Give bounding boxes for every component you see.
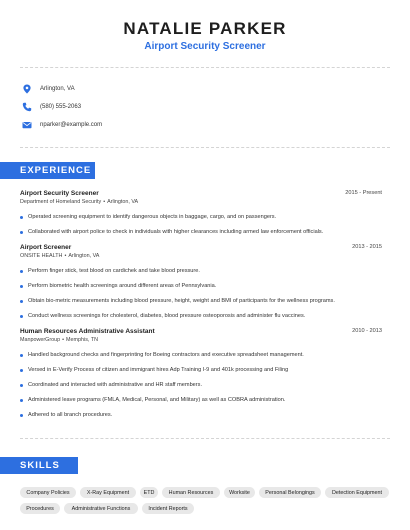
divider — [20, 67, 390, 68]
skill-chip: ETD — [140, 487, 158, 498]
job-employer-line: Department of Homeland Security • Arlington, VA — [20, 199, 139, 205]
contact-email — [22, 119, 102, 131]
divider — [20, 438, 390, 439]
list-item: Adhered to all branch procedures. — [20, 412, 112, 418]
phone-text: (580) 555-2063 — [40, 104, 82, 110]
list-item: Operated screening equipment to identify dangerous objects in baggage, cargo, and on passengers. — [20, 214, 276, 220]
candidate-name: NATALIE PARKER — [123, 19, 287, 38]
job-location: Arlington, VA — [68, 253, 100, 259]
list-item: Perform biometric health screenings around different areas of Pennsylvania. — [20, 283, 216, 289]
employer: Department of Homeland Security — [20, 199, 102, 205]
skill-chip: Incident Reports — [142, 503, 194, 514]
list-item: Obtain bio-metric measurements including blood pressure, height, weight and BMI of participants for the wellness programs. — [20, 298, 335, 304]
list-item: Perform finger stick, test blood on cardichek and take blood pressure. — [20, 268, 200, 274]
job-location: Arlington, VA — [107, 199, 139, 205]
job-title: Human Resources Administrative Assistant — [20, 328, 155, 335]
list-item: Collaborated with airport police to check in individuals with higher clearances including armed law enforcement officials. — [20, 229, 323, 235]
email-text: nparker@example.com — [40, 122, 103, 128]
phone-icon — [22, 102, 32, 112]
contact-phone — [22, 101, 81, 113]
job-dates: 2010 - 2013 — [352, 328, 382, 334]
employer: ONSITE HEALTH — [20, 253, 63, 259]
job-title: Airport Security Screener — [20, 190, 99, 197]
skill-chip: Company Policies — [20, 487, 76, 498]
list-item: Versed in E-Verify Process of citizen and immigrant hires Adp Training I-9 and 401k processing and Filing — [20, 367, 288, 373]
list-item: Conduct wellness screenings for cholesterol, diabetes, blood pressure osteoporosis and administer flu vaccines. — [20, 313, 305, 319]
list-item: Handled background checks and fingerprinting for Boeing contractors and executive spreadsheet management. — [20, 352, 304, 358]
job-location: Memphis, TN — [66, 337, 98, 343]
job-title-header: Airport Security Screener — [144, 41, 266, 52]
location-text: Arlington, VA — [40, 86, 75, 92]
contact-location — [22, 83, 75, 95]
job-entry — [20, 244, 382, 259]
job-dates: 2015 - Present — [345, 190, 382, 196]
list-item: Administered leave programs (FMLA, Medical, Personal, and Military) as well as COBRA administration. — [20, 397, 285, 403]
skill-chip: Detection Equipment — [325, 487, 389, 498]
skill-chip: Worksite — [224, 487, 255, 498]
list-item: Coordinated and interacted with administrative and HR staff members. — [20, 382, 202, 388]
job-employer-line: ManpowerGroup • Memphis, TN — [20, 337, 98, 343]
skill-chip: Procedures — [20, 503, 60, 514]
skill-chip: X-Ray Equipment — [80, 487, 136, 498]
map-pin-icon — [22, 84, 32, 94]
skills-heading: SKILLS — [0, 457, 78, 474]
job-employer-line: ONSITE HEALTH • Arlington, VA — [20, 253, 100, 259]
divider — [20, 147, 390, 148]
skill-chip: Personal Belongings — [259, 487, 321, 498]
job-dates: 2013 - 2015 — [352, 244, 382, 250]
skill-chip: Human Resources — [162, 487, 220, 498]
job-title: Airport Screener — [20, 244, 72, 251]
skill-chip: Administrative Functions — [64, 503, 138, 514]
envelope-icon — [22, 120, 32, 130]
experience-heading: EXPERIENCE — [0, 162, 95, 179]
job-entry — [20, 328, 382, 343]
employer: ManpowerGroup — [20, 337, 61, 343]
job-entry — [20, 190, 382, 205]
